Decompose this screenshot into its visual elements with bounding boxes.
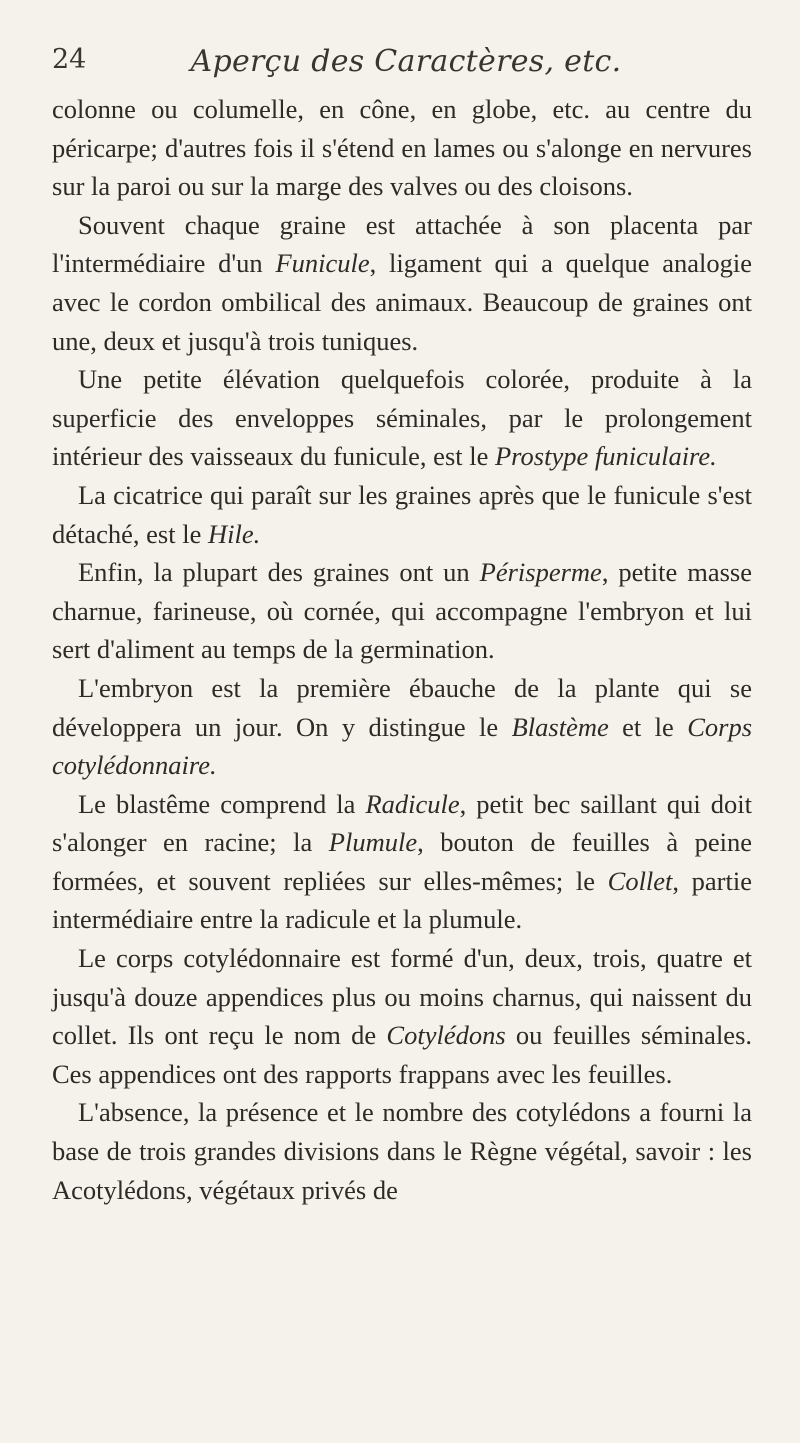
paragraph-p8 (52, 939, 752, 1093)
paragraph-p4 (52, 476, 752, 553)
text-run: Enfin, la plupart des graines ont un (78, 557, 480, 588)
text-run: Le corps cotylédonnaire est formé d'un, deux, trois, quatre et jusqu'à douze appendices plus ou moins charnus, qui naissent du collet. Ils ont reçu le nom de (52, 943, 752, 1051)
italic-term: Plumule (328, 827, 418, 858)
text-run: et le (608, 711, 688, 742)
italic-term: Radicule (365, 788, 460, 819)
text-run: , petit bec saillant qui doit s'alonger en racine; la (52, 788, 752, 858)
text-run: , petite masse charnue, farineuse, où cornée, qui accompagne l'embryon et lui sert d'aliment au temps de la germination. (52, 557, 753, 665)
text-run: , ligament qui a quelque analogie avec le cordon ombilical des animaux. Beaucoup de graines ont une, deux et jusqu'à trois tuniques. (52, 248, 753, 356)
paragraph-p7 (52, 785, 752, 939)
text-run: L'embryon est la première ébauche de la plante qui se développera un jour. On y distingue le (52, 672, 752, 742)
paragraph-p1 (52, 90, 752, 206)
paragraph-p5 (52, 553, 752, 669)
italic-term: Prostype funiculaire. (495, 441, 717, 472)
body-text (52, 90, 752, 1209)
italic-term: Blastème (511, 711, 609, 742)
text-run: colonne ou columelle, en cône, en globe, etc. au centre du péricarpe; d'autres fois il s'étend en lames ou s'alonge en nervures sur la paroi ou sur la marge des valves ou des cloisons. (52, 94, 752, 202)
paragraph-p6 (52, 669, 752, 785)
text-run: , bouton de feuilles à peine formées, et souvent repliées sur elles-mêmes; le (52, 827, 752, 896)
text-run: ou feuilles séminales. Ces appendices ont des rapports frappans avec les feuilles. (52, 1020, 753, 1089)
italic-term: Périsperme (479, 557, 602, 588)
page-number: 24 (52, 44, 87, 75)
italic-term: Collet (607, 865, 673, 896)
text-run: Le blastême comprend la (78, 788, 366, 819)
paragraph-p2 (52, 206, 752, 360)
text-run: Souvent chaque graine est attachée à son placenta par l'intermédiaire d'un (52, 209, 752, 279)
italic-term: Hile. (207, 518, 261, 549)
italic-term: Funicule (275, 248, 370, 279)
paragraph-p3 (52, 360, 752, 476)
paragraph-p9 (52, 1093, 752, 1209)
text-run: La cicatrice qui paraît sur les graines après que le funicule s'est détaché, est le (52, 479, 752, 549)
running-title: Aperçu des Caractères, etc. (190, 44, 622, 79)
page-header (52, 44, 760, 84)
text-run: , partie intermédiaire entre la radicule et la plumule. (52, 865, 752, 935)
text-run: L'absence, la présence et le nombre des cotylédons a fourni la base de trois grandes divisions dans le Règne végétal, savoir : les Acotylédons, végétaux privés de (52, 1097, 752, 1205)
italic-term: Corps cotylédonnaire. (52, 711, 753, 781)
italic-term: Cotylédons (386, 1020, 506, 1051)
text-run: Une petite élévation quelquefois colorée, produite à la superficie des enveloppes séminales, par le prolongement intérieur des vaisseaux du funicule, est le (52, 364, 752, 472)
